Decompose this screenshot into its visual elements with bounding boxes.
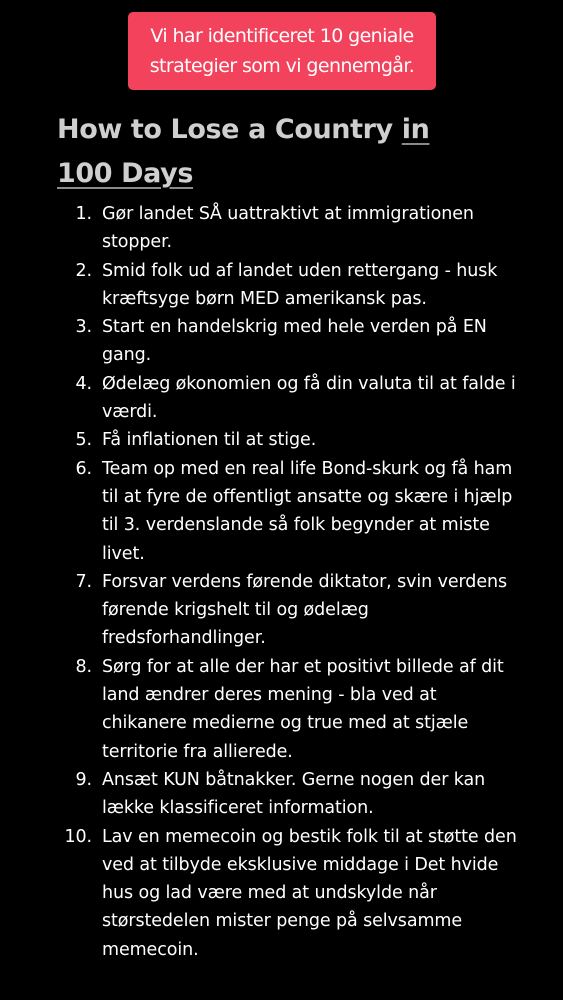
- item-text: Gør landet SÅ uattraktivt at immigrationen stopper.: [102, 204, 474, 253]
- list-item: [0, 257, 563, 314]
- caption-banner: [128, 12, 436, 90]
- item-number: 3.: [75, 317, 92, 338]
- list-item: [0, 653, 563, 766]
- item-number: 7.: [75, 571, 92, 592]
- item-number: 1.: [75, 204, 92, 224]
- strategy-list: [0, 200, 563, 964]
- item-text: Sørg for at alle der har et positivt billede af dit land ændrer deres mening - bla ved at chikanere medierne og true med at stjæle territorie fra allierede.: [102, 656, 504, 762]
- item-text: Start en handelskrig med hele verden på EN gang.: [102, 317, 487, 366]
- item-number: 5.: [75, 430, 92, 451]
- title-underlined-days: 100 Days: [57, 158, 194, 189]
- list-item: [0, 568, 563, 653]
- item-text: Lav en memecoin og bestik folk til at støtte den ved at tilbyde eksklusive middage i Det hvide hus og lad være med at undskylde når størstedelen mister penge på selvsamme memecoin.: [102, 826, 517, 960]
- item-text: Få inflationen til at stige.: [102, 430, 317, 451]
- item-text: Forsvar verdens førende diktator, svin verdens førende krigshelt til og ødelæg fredsforhandlinger.: [102, 571, 507, 649]
- list-item: [0, 766, 563, 823]
- title-text: How to Lose a Country: [57, 114, 402, 145]
- item-text: Smid folk ud af landet uden rettergang - husk kræftsyge børn MED amerikansk pas.: [102, 260, 498, 309]
- item-number: 6.: [75, 458, 92, 479]
- list-item: [0, 426, 563, 454]
- list-item: [0, 455, 563, 568]
- item-number: 10.: [64, 826, 92, 847]
- item-text: Ødelæg økonomien og få din valuta til at falde i værdi.: [102, 373, 516, 423]
- item-text: Ansæt KUN båtnakker. Gerne nogen der kan lække klassificeret information.: [102, 769, 486, 819]
- item-text: Team op med en real life Bond-skurk og få ham til at fyre de offentligt ansatte og skære i hjælp til 3. verdenslande så folk begynder at miste livet.: [102, 458, 513, 564]
- caption-text: Vi har identificeret 10 geniale strategier som vi gennemgår.: [149, 25, 415, 77]
- list-item: [0, 823, 563, 964]
- item-number: 8.: [75, 656, 92, 677]
- list-item: [0, 200, 563, 257]
- item-number: 4.: [75, 373, 92, 394]
- list-item: [0, 370, 563, 427]
- title-underlined-in: in: [401, 114, 430, 145]
- item-number: 9.: [75, 769, 92, 790]
- list-item: [0, 313, 563, 370]
- page-title: [57, 108, 527, 196]
- item-number: 2.: [75, 260, 92, 281]
